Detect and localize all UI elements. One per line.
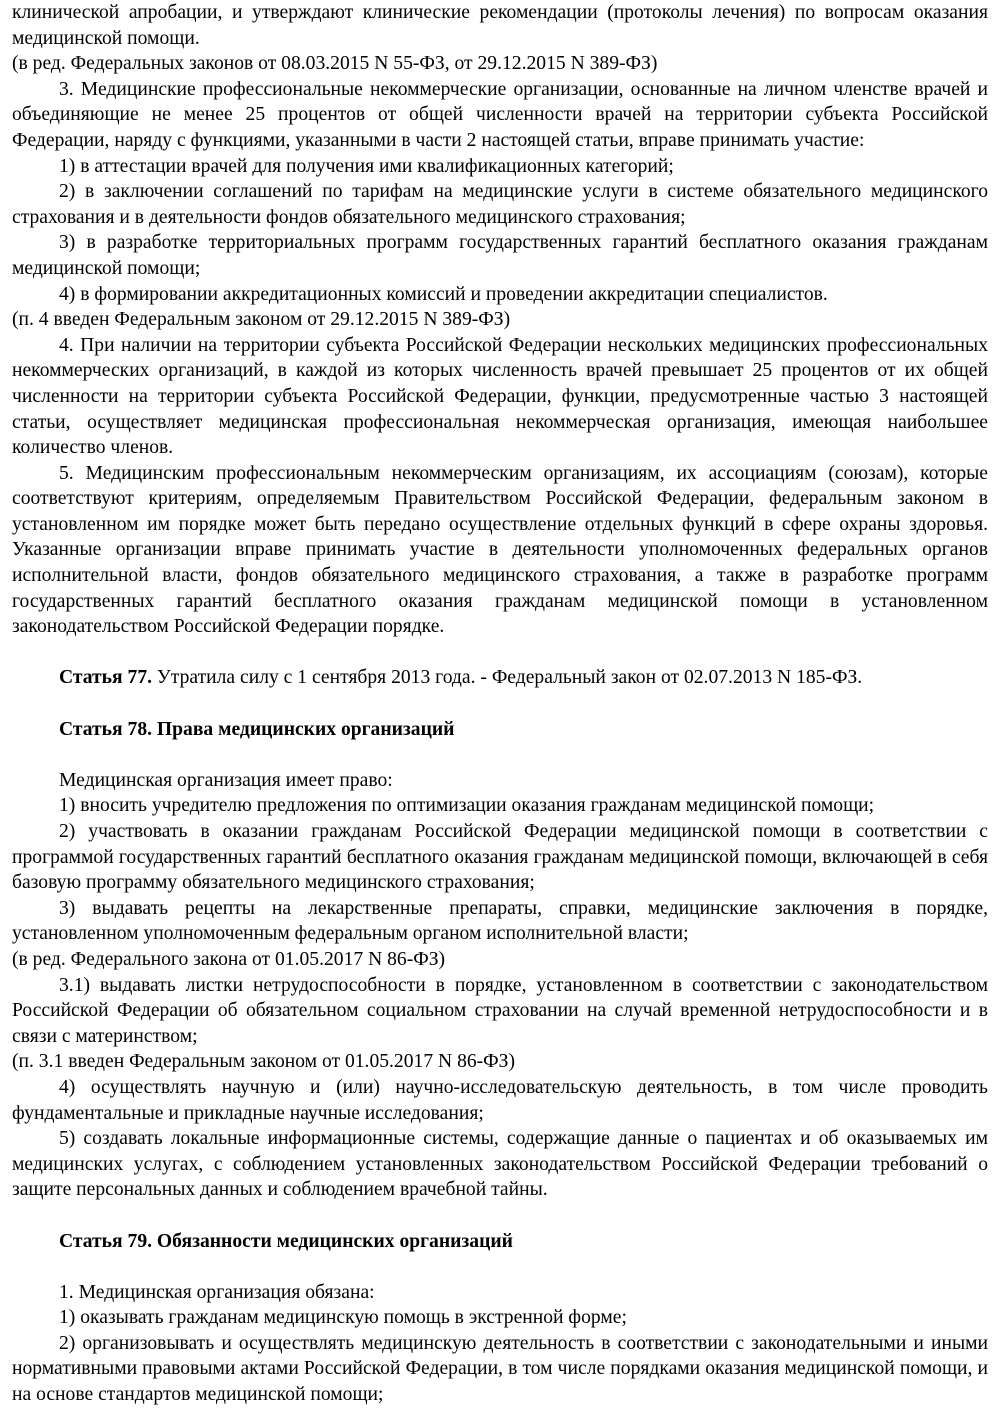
paragraph: 3) в разработке территориальных программ государственных гарантий бесплатного оказания гражданам медицинской помощи; <box>12 232 988 279</box>
article-heading <box>12 665 988 691</box>
amendment-note: (п. 4 введен Федеральным законом от 29.12.2015 N 389-ФЗ) <box>12 309 511 331</box>
paragraph: 4) в формировании аккредитационных комиссий и проведении аккредитации специалистов. <box>59 283 828 305</box>
paragraph: 2) в заключении соглашений по тарифам на медицинские услуги в системе обязательного медицинского страхования и в деятельности фондов обязательного медицинского страхования; <box>12 181 988 228</box>
blank-line <box>12 691 988 717</box>
amendment-note: (в ред. Федерального закона от 01.05.2017 N 86-ФЗ) <box>12 948 446 970</box>
blank-line <box>12 1254 988 1280</box>
paragraph: 2) участвовать в оказании гражданам Российской Федерации медицинской помощи в соответствии с программой государственных гарантий бесплатного оказания гражданам медицинской помощи, включающей в себя базовую программу обязательного медицинского страхования; <box>12 821 988 894</box>
paragraph: 1) оказывать гражданам медицинскую помощь в экстренной форме; <box>59 1307 627 1329</box>
paragraph: клинической апробации, и утверждают клинические рекомендации (протоколы лечения) по вопросам оказания медицинской помощи. <box>12 2 988 49</box>
paragraph: 3.1) выдавать листки нетрудоспособности в порядке, установленном в соответствии с законодательством Российской Федерации об обязательном социальном страховании на случай временной нетрудоспособности и в связи с материнством; <box>12 974 988 1047</box>
paragraph: 1) в аттестации врачей для получения ими квалификационных категорий; <box>59 155 674 177</box>
article-heading <box>12 1229 988 1255</box>
paragraph: 4) осуществлять научную и (или) научно-исследовательскую деятельность, в том числе проводить фундаментальные и прикладные научные исследования; <box>12 1076 988 1124</box>
paragraph: 2) организовывать и осуществлять медицинскую деятельность в соответствии с законодательными и иными нормативными правовыми актами Российской Федерации, в том числе порядками оказания медицинской помощи, и на основе стандартов медицинской помощи; <box>12 1332 988 1406</box>
paragraph: 5. Медицинским профессиональным некоммерческим организациям, их ассоциациям (союзам), которые соответствуют критериям, определяемым Правительством Российской Федерации, федеральным законом в установленном им порядке может быть передано осуществление отдельных функций в сфере охраны здоровья. Указанные организации вправе принимать участие в деятельности уполномоченных федеральных органов исполнительной власти, фондов обязательного медицинского страхования, а также в разработке программ государственных гарантий бесплатного оказания гражданам медицинской помощи в установленном законодательством Российской Федерации порядке. <box>12 462 988 638</box>
article-heading-rest: Утратила силу с 1 сентября 2013 года. - Федеральный закон от 02.07.2013 N 185-ФЗ. <box>152 667 863 689</box>
blank-line <box>12 1203 988 1229</box>
article-heading <box>12 717 988 743</box>
paragraph: 4. При наличии на территории субъекта Российской Федерации нескольких медицинских профессиональных некоммерческих организаций, в каждой из которых численность врачей превышает 25 процентов от их общей численности на территории субъекта Российской Федерации, функции, предусмотренные частью 3 настоящей статьи, осуществляет медицинская профессиональная некоммерческая организация, имеющая наибольшее количество членов. <box>12 334 988 459</box>
paragraph: 3. Медицинские профессиональные некоммерческие организации, основанные на личном членстве врачей и объединяющие не менее 25 процентов от общей численности врачей на территории субъекта Российской Федерации, наряду с функциями, указанными в части 2 настоящей статьи, вправе принимать участие: <box>12 78 988 151</box>
blank-line <box>12 640 988 666</box>
paragraph: 3) выдавать рецепты на лекарственные препараты, справки, медицинские заключения в порядке, установленном уполномоченным федеральным органом исполнительной власти; <box>12 897 988 945</box>
blank-line <box>12 742 988 768</box>
paragraph: 1. Медицинская организация обязана: <box>59 1281 375 1303</box>
document-page <box>12 0 988 1408</box>
paragraph: Медицинская организация имеет право: <box>59 769 393 791</box>
amendment-note: (в ред. Федеральных законов от 08.03.2015 N 55-ФЗ, от 29.12.2015 N 389-ФЗ) <box>12 53 658 75</box>
amendment-note: (п. 3.1 введен Федеральным законом от 01.05.2017 N 86-ФЗ) <box>12 1051 516 1073</box>
article-heading-bold: Статья 78. Права медицинских организаций <box>59 718 455 740</box>
paragraph: 5) создавать локальные информационные системы, содержащие данные о пациентах и об оказываемых им медицинских услугах, с соблюдением установленных законодательством Российской Федерации требований о защите персональных данных и соблюдением врачебной тайны. <box>12 1128 988 1201</box>
article-heading-bold: Статья 79. Обязанности медицинских организаций <box>59 1230 513 1252</box>
paragraph: 1) вносить учредителю предложения по оптимизации оказания гражданам медицинской помощи; <box>59 795 875 817</box>
article-heading-bold: Статья 77. <box>59 667 153 689</box>
